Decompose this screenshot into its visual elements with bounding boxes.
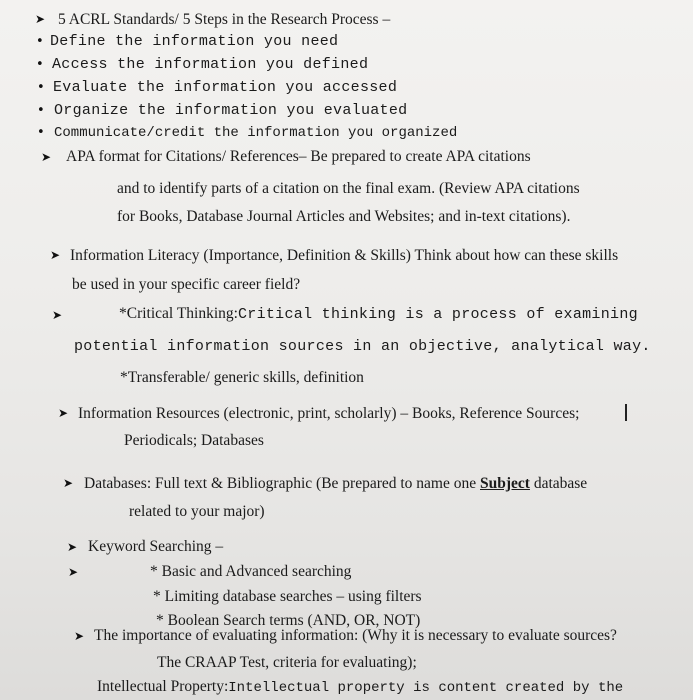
keyword-item-boolean: * Boolean Search terms (AND, OR, NOT)	[156, 612, 421, 629]
intellectual-property-label: Intellectual Property:	[97, 678, 229, 695]
arrow-right-icon: ➤	[50, 248, 61, 262]
critical-thinking-text: Critical thinking is a process of examining	[237, 306, 638, 323]
intellectual-property-line	[97, 679, 623, 695]
arrow-right-icon: ➤	[67, 540, 78, 554]
critical-thinking-continued: potential information sources in an objective, analytical way.	[74, 338, 651, 355]
resources-line-2: Periodicals; Databases	[124, 432, 264, 449]
bullet-icon: •	[37, 103, 45, 118]
step-3: Evaluate the information you accessed	[53, 79, 398, 96]
intellectual-property-text: Intellectual property is content created by the	[228, 680, 624, 696]
databases-text-before: Databases: Full text & Bibliographic (Be prepared to name one	[84, 475, 480, 492]
arrow-right-icon: ➤	[68, 565, 79, 579]
apa-line-3: for Books, Database Journal Articles and Websites; and in-text citations).	[117, 208, 571, 225]
text-cursor	[625, 404, 627, 421]
arrow-right-icon: ➤	[41, 150, 52, 164]
critical-thinking-label: *Critical Thinking:	[119, 305, 238, 322]
step-5: Communicate/credit the information you organized	[54, 125, 458, 141]
apa-line-2: and to identify parts of a citation on the final exam. (Review APA citations	[117, 180, 580, 197]
info-literacy-line-1: Information Literacy (Importance, Definition & Skills) Think about how can these skills	[70, 247, 619, 264]
arrow-right-icon: ➤	[35, 12, 46, 26]
apa-line-1: APA format for Citations/ References– Be prepared to create APA citations	[66, 148, 531, 165]
databases-line-2: related to your major)	[129, 503, 265, 520]
subject-emphasis: Subject	[480, 475, 530, 492]
keyword-item-basic: * Basic and Advanced searching	[150, 563, 352, 580]
bullet-icon: •	[36, 57, 44, 72]
step-2: Access the information you defined	[52, 56, 369, 73]
bullet-icon: •	[36, 34, 44, 49]
arrow-right-icon: ➤	[58, 406, 69, 420]
arrow-right-icon: ➤	[63, 476, 74, 490]
info-literacy-line-2: be used in your specific career field?	[72, 276, 301, 293]
arrow-right-icon: ➤	[74, 629, 85, 643]
databases-line-1	[84, 476, 587, 492]
keyword-item-limiting: * Limiting database searches – using filters	[153, 588, 422, 605]
evaluating-line-2: The CRAAP Test, criteria for evaluating);	[157, 654, 417, 671]
step-1: Define the information you need	[50, 33, 339, 50]
evaluating-line-1: The importance of evaluating information: (Why it is necessary to evaluate sources?	[94, 627, 617, 644]
bullet-icon: •	[37, 80, 45, 95]
transferable-skills: *Transferable/ generic skills, definition	[120, 369, 364, 386]
bullet-icon: •	[37, 125, 45, 140]
databases-text-after: database	[529, 475, 588, 492]
arrow-right-icon: ➤	[52, 308, 63, 322]
resources-line-1: Information Resources (electronic, print, scholarly) – Books, Reference Sources;	[78, 405, 580, 422]
step-4: Organize the information you evaluated	[54, 102, 408, 119]
critical-thinking-line	[119, 306, 638, 322]
keyword-searching: Keyword Searching –	[88, 538, 224, 555]
header-title: 5 ACRL Standards/ 5 Steps in the Research Process –	[58, 11, 391, 28]
